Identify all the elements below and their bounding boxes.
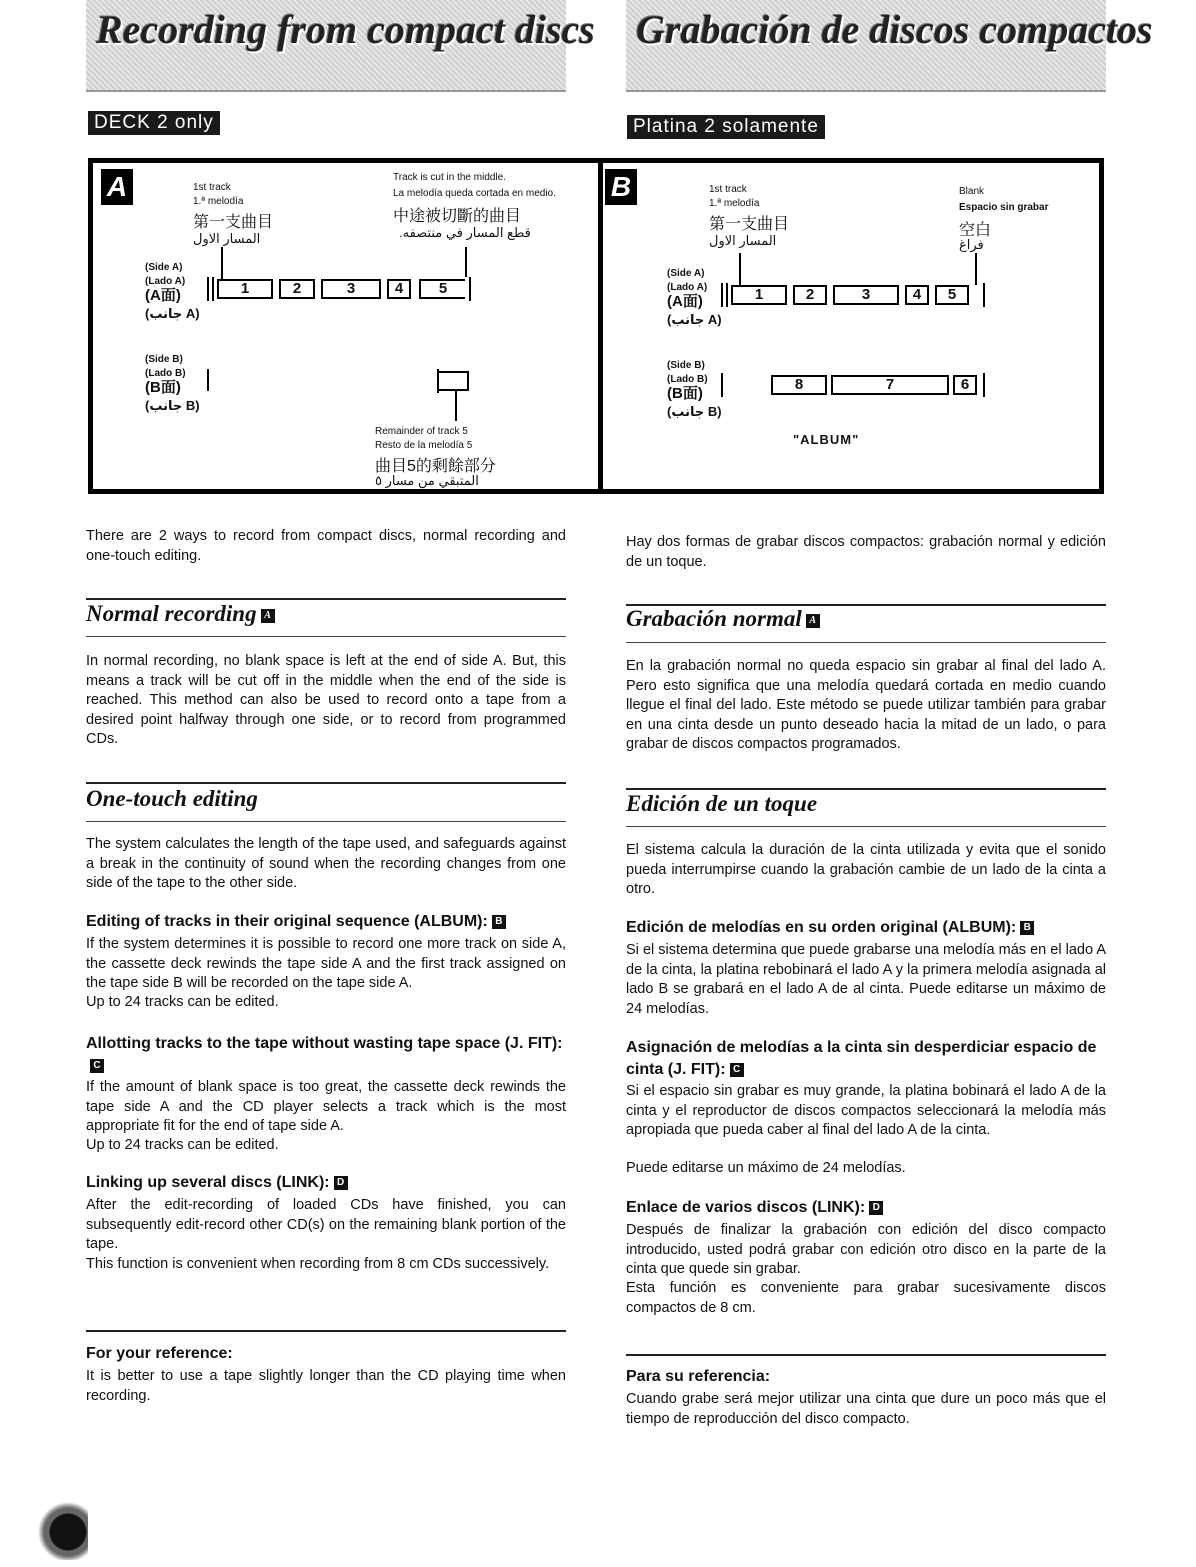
cut-note-es: La melodía queda cortada en medio. — [393, 188, 556, 199]
diagram-a-icon: A — [261, 609, 275, 623]
diagram-panel-a — [93, 163, 598, 489]
normal-recording-heading: Normal recording A — [86, 601, 275, 627]
first-track-pointer — [739, 253, 741, 285]
side-b-start — [721, 373, 723, 397]
link-text-es: Después de finalizar la grabación con edición del disco compacto introducido, usted podrá grabar con edición otro disco en la parte de la cinta que quede sin grabar. — [626, 1222, 1106, 1277]
track-box: 8 — [771, 375, 827, 395]
track-box: 4 — [905, 285, 929, 305]
section-rule — [86, 782, 566, 784]
track-box: 3 — [321, 279, 381, 299]
section-rule — [626, 826, 1106, 827]
track-box: 2 — [793, 285, 827, 305]
side-a-start2 — [212, 277, 214, 301]
remainder-ar: المتبقي من مسار ٥ — [375, 473, 479, 488]
first-track-ar: المسار الاول — [709, 233, 777, 248]
one-touch-text-es: El sistema calcula la duración de la cinta utilizada y evita que el sonido pueda interrumpirse cuando la grabación cambie de un lado de la cinta a otro. — [626, 842, 1106, 897]
link-note-es: Esta función es conveniente para grabar sucesivamente discos compactos de 8 cm. — [626, 1280, 1106, 1316]
link-note-en: This function is convenient when recording from 8 cm CDs successively. — [86, 1256, 550, 1272]
side-a-label: (Side A) (Lado A) (A面) (جانب A) — [667, 268, 722, 327]
side-b-divider — [437, 369, 439, 393]
album-text-en: If the system determines it is possible to record one more track on side A, the cassette deck rewinds the tape side A and the first track assigned on the tape side B will be recorded on the tape side A. — [86, 936, 566, 991]
diagram-b-icon: B — [1020, 921, 1034, 935]
side-b-label: (Side B) (Lado B) (B面) (جانب B) — [667, 360, 722, 419]
diagram-d-icon: D — [334, 1176, 348, 1190]
first-track-pointer — [221, 247, 223, 279]
first-track-es: 1.ª melodía — [709, 198, 760, 209]
blank-ar: فراغ — [959, 237, 984, 252]
jfit-limit-es: Puede editarse un máximo de 24 melodías. — [626, 1160, 906, 1176]
first-track-en: 1st track — [193, 182, 231, 193]
title-banner-left — [86, 0, 595, 92]
section-rule — [86, 1330, 566, 1332]
cut-pointer — [465, 247, 467, 277]
recording-diagram — [88, 158, 1104, 494]
first-track-zh: 第一支曲目 — [193, 214, 274, 231]
track-box: 4 — [387, 279, 411, 299]
track-box: 1 — [217, 279, 273, 299]
side-a-start2 — [726, 283, 728, 307]
side-b-start — [207, 369, 209, 391]
first-track-ar: المسار الاول — [193, 231, 261, 246]
album-limit-en: Up to 24 tracks can be edited. — [86, 994, 279, 1010]
reference-text-es: Cuando grabe será mejor utilizar una cinta que dure un poco más que el tiempo de reproducción del disco compacto. — [626, 1391, 1106, 1427]
section-rule — [626, 788, 1106, 790]
remainder-en: Remainder of track 5 — [375, 426, 468, 437]
cut-note-en: Track is cut in the middle. — [393, 172, 507, 183]
blank-pointer — [975, 253, 977, 285]
one-touch-text-en: The system calculates the length of the tape used, and safeguards against a break in the continuity of sound when the recording changes from one side of the tape to the other side. — [86, 836, 566, 891]
album-label: "ALBUM" — [793, 432, 860, 447]
track-box: 7 — [831, 375, 949, 395]
one-touch-heading-es: Edición de un toque — [626, 791, 818, 816]
remainder-es: Resto de la melodía 5 — [375, 440, 473, 451]
side-a-start — [207, 277, 209, 301]
cut-note-zh: 中途被切斷的曲目 — [393, 208, 522, 225]
first-track-es: 1.ª melodía — [193, 196, 244, 207]
track-box: 5 — [419, 279, 465, 299]
jfit-heading-en: Allotting tracks to the tape without wasting tape space (J. FIT):C — [86, 1035, 563, 1071]
normal-recording-text-en: In normal recording, no blank space is left at the end of side A. But, this means a track will be cut off in the middle when the end of the side is reached. This method can also be used to record onto a tape from a desired point halfway through one side, or to record from programmed CDs. — [86, 653, 566, 747]
jfit-heading-es: Asignación de melodías a la cinta sin desperdiciar espacio de cinta (J. FIT): C — [626, 1039, 1097, 1078]
jfit-text-es: Si el espacio sin grabar es muy grande, la platina bobinará el lado A de la cinta y el reproductor de discos compactos seleccionará la melodía más apropiada que pueda caber al final del lado A de la cinta. — [626, 1083, 1106, 1138]
album-text-es: Si el sistema determina que puede grabarse una melodía más en el lado A de la cinta, la platina rebobinará el lado A y la primera melodía asignada al lado B se grabará en el lado A de al cinta. Puede editarse un máximo de 24 melodías. — [626, 942, 1106, 1017]
section-rule — [86, 636, 566, 637]
diagram-c-icon: C — [730, 1063, 744, 1077]
blank-en: Blank — [959, 186, 985, 197]
side-a-end — [983, 283, 985, 307]
jfit-limit-en: Up to 24 tracks can be edited. — [86, 1137, 279, 1153]
blank-zh: 空白 — [959, 222, 992, 239]
panel-letter-b: B — [605, 169, 637, 205]
deck-tag-es: Platina 2 solamente — [627, 115, 825, 139]
jfit-text-en: If the amount of blank space is too great, the cassette deck rewinds the tape side A and the CD player selects a track which is the most appropriate fit for the end of tape side A. — [86, 1079, 566, 1134]
link-heading-es: Enlace de varios discos (LINK): D — [626, 1197, 1106, 1219]
side-b-end — [983, 373, 985, 397]
side-a-label: (Side A) (Lado A) (A面) (جانب A) — [145, 262, 200, 321]
reference-heading-es: Para su referencia: — [626, 1368, 771, 1385]
side-a-end — [469, 277, 471, 301]
track-5-remainder-box — [439, 371, 469, 391]
link-heading-en: Linking up several discs (LINK): D — [86, 1172, 566, 1194]
one-touch-heading: One-touch editing — [86, 786, 258, 811]
scan-corner-mark — [38, 1490, 88, 1560]
diagram-panel-b — [603, 163, 1099, 489]
intro-en: There are 2 ways to record from compact discs, normal recording and one-touch editing. — [86, 528, 566, 564]
page-title-en: Recording from compact discs — [96, 7, 595, 52]
diagram-c-icon: C — [90, 1059, 104, 1073]
remainder-pointer — [455, 391, 457, 421]
remainder-zh: 曲目5的剩餘部分 — [375, 458, 496, 475]
intro-es: Hay dos formas de grabar discos compactos: grabación normal y edición de un toque. — [626, 534, 1106, 570]
section-rule — [86, 598, 566, 600]
normal-recording-text-es: En la grabación normal no queda espacio sin grabar al final del lado A. Pero esto significa que una melodía quedará cortada en medio cuando llegue el final del lado. Este método se puede utilizar también para grabar en una cinta desde un punto deseado hacia la mitad de un lado, o para grabar de discos compactos programados. — [626, 658, 1106, 752]
track-box: 5 — [935, 285, 969, 305]
title-banner-right — [626, 0, 1153, 92]
normal-recording-heading-es: Grabación normal A — [626, 606, 820, 632]
track-box: 6 — [953, 375, 977, 395]
track-box: 2 — [279, 279, 315, 299]
section-rule — [626, 642, 1106, 643]
side-a-start — [721, 283, 723, 307]
first-track-en: 1st track — [709, 184, 747, 195]
panel-letter-a: A — [101, 169, 133, 205]
section-rule — [86, 821, 566, 822]
link-text-en: After the edit-recording of loaded CDs have finished, you can subsequently edit-record other CD(s) on the remaining blank portion of the tape. — [86, 1197, 566, 1252]
diagram-d-icon: D — [869, 1201, 883, 1215]
track-box: 1 — [731, 285, 787, 305]
side-b-label: (Side B) (Lado B) (B面) (جانب B) — [145, 354, 200, 413]
page-title-es: Grabación de discos compactos — [636, 7, 1153, 52]
reference-text-en: It is better to use a tape slightly longer than the CD playing time when recording. — [86, 1368, 566, 1404]
section-rule — [626, 1354, 1106, 1356]
album-heading-en: Editing of tracks in their original sequence (ALBUM): B — [86, 911, 566, 933]
album-heading-es: Edición de melodías en su orden original (ALBUM): B — [626, 917, 1106, 939]
track-box: 3 — [833, 285, 899, 305]
reference-heading-en: For your reference: — [86, 1345, 233, 1362]
diagram-b-icon: B — [492, 915, 506, 929]
diagram-a-icon: A — [806, 614, 820, 628]
cut-note-ar: قطع المسار في منتصفه. — [399, 225, 531, 240]
blank-es: Espacio sin grabar — [959, 202, 1049, 213]
first-track-zh: 第一支曲目 — [709, 216, 790, 233]
deck-tag-en: DECK 2 only — [88, 111, 220, 135]
